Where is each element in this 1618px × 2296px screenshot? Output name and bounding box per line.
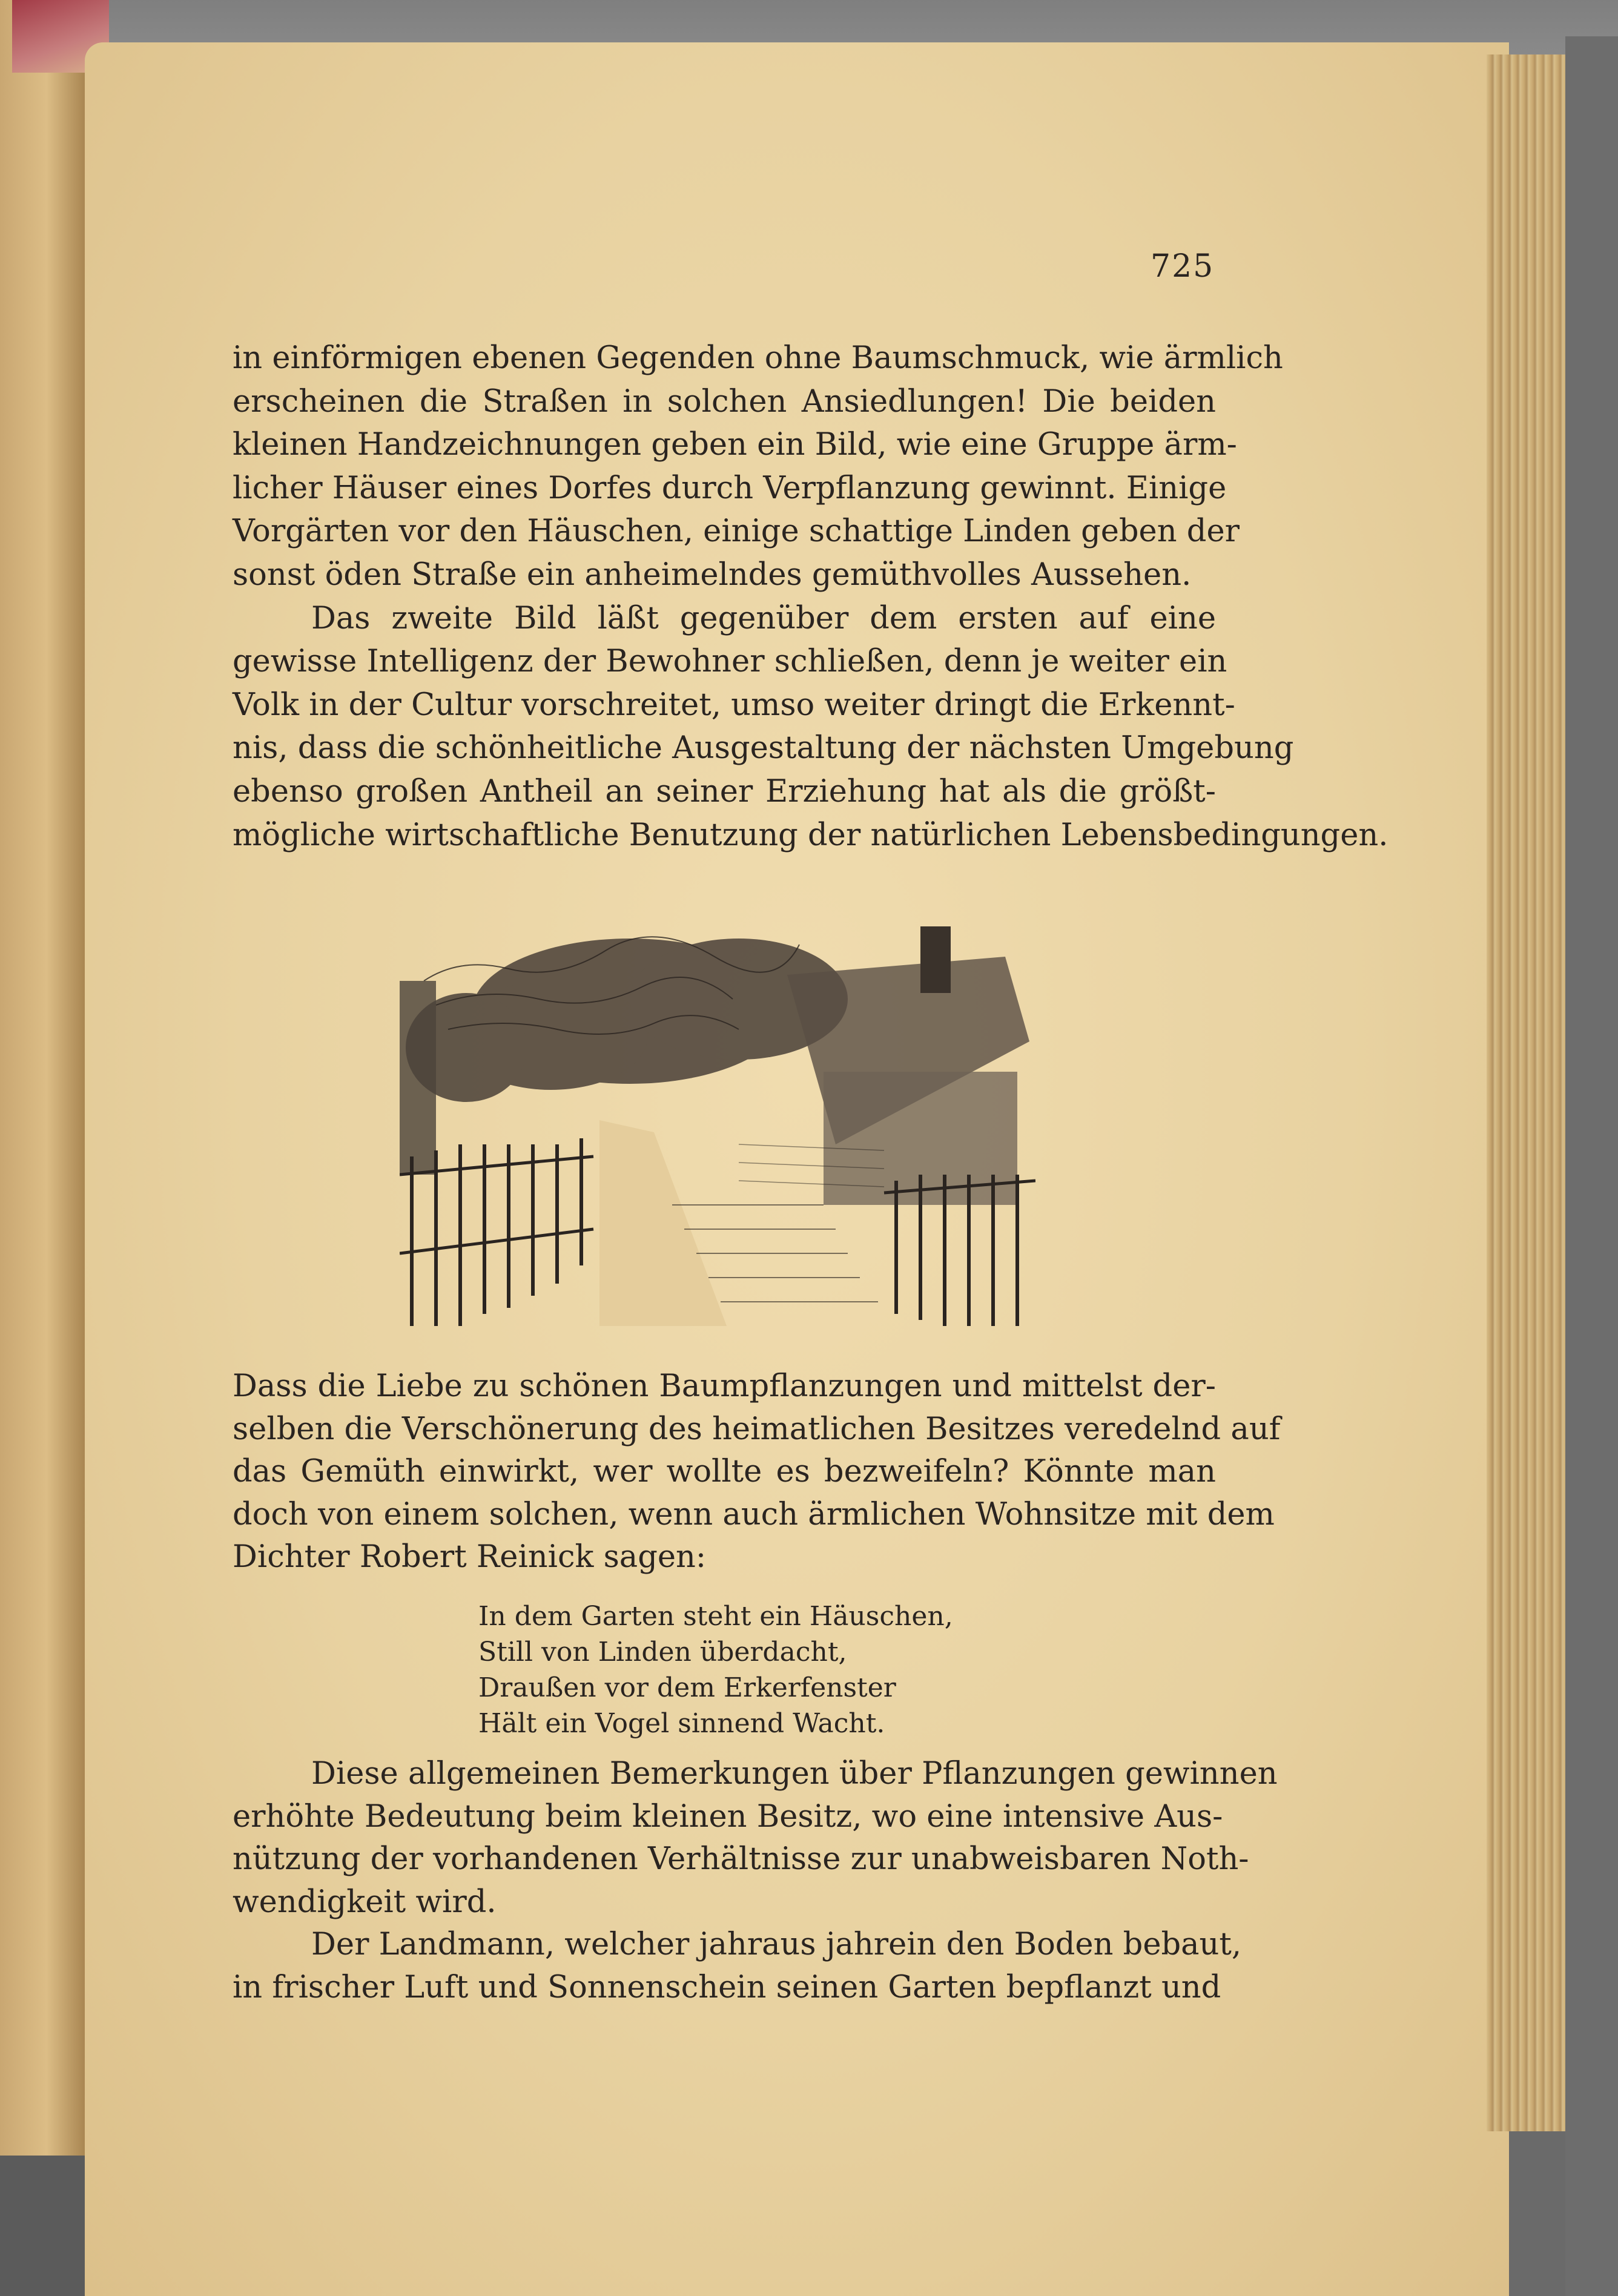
village-street-illustration — [400, 890, 1035, 1326]
text-line: Das zweite Bild läßt gegenüber dem ersten auf eine — [311, 600, 1216, 636]
text-line: mögliche wirtschaftliche Benutzung der natürlichen Lebensbedingungen. — [233, 817, 1389, 853]
poem-line: In dem Garten steht ein Häuschen, — [478, 1601, 953, 1632]
paragraph-3 — [233, 1753, 1278, 2009]
text-line: doch von einem solchen, wenn auch ärmlichen Wohnsitze mit dem — [233, 1496, 1275, 1532]
left-page-edge — [0, 0, 85, 2296]
text-line: Dichter Robert Reinick sagen: — [233, 1539, 707, 1575]
text-line: Vorgärten vor den Häuschen, einige schattige Linden geben der — [233, 513, 1240, 550]
page-number: 725 — [1151, 248, 1215, 285]
poem-line: Hält ein Vogel sinnend Wacht. — [478, 1708, 885, 1739]
text-line: Der Landmann, welcher jahraus jahrein den Boden bebaut, — [311, 1927, 1242, 1962]
text-line: erscheinen die Straßen in solchen Ansiedlungen! Die beiden — [233, 383, 1216, 420]
text-line: Dass die Liebe zu schönen Baumpflanzungen und mittelst der- — [233, 1368, 1216, 1404]
text-line: kleinen Handzeichnungen geben ein Bild, wie eine Gruppe ärm- — [233, 427, 1237, 463]
paragraph-1 — [233, 337, 1389, 857]
text-line: ebenso großen Antheil an seiner Erziehung hat als die größt- — [233, 773, 1216, 810]
text-line: Diese allgemeinen Bemerkungen über Pflanzungen gewinnen — [311, 1756, 1278, 1792]
text-line: wendigkeit wird. — [233, 1884, 497, 1920]
text-line: selben die Verschönerung des heimatlichen Besitzes veredelnd auf — [233, 1411, 1281, 1447]
text-line: licher Häuser eines Dorfes durch Verpflanzung gewinnt. Einige — [233, 470, 1227, 506]
page-stack-edge — [1487, 54, 1565, 2131]
text-line: nis, dass die schönheitliche Ausgestaltung der nächsten Umgebung — [233, 730, 1294, 767]
text-line: sonst öden Straße ein anheimelndes gemüthvolles Aussehen. — [233, 556, 1192, 593]
right-cover-edge — [1565, 36, 1618, 2296]
left-cover-bottom — [0, 2156, 91, 2296]
text-line: gewisse Intelligenz der Bewohner schließen, denn je weiter ein — [233, 644, 1227, 680]
poem-line: Still von Linden überdacht, — [478, 1637, 847, 1668]
poem-line: Draußen vor dem Erkerfenster — [478, 1672, 896, 1703]
text-line: das Gemüth einwirkt, wer wollte es bezweifeln? Könnte man — [233, 1454, 1216, 1489]
text-line: Volk in der Cultur vorschreitet, umso weiter dringt die Erkennt- — [233, 687, 1235, 723]
text-line: in frischer Luft und Sonnenschein seinen Garten bepflanzt und — [233, 1969, 1221, 2005]
poem-quote — [478, 1598, 1023, 1741]
paragraph-2 — [233, 1365, 1281, 1579]
text-line: nützung der vorhandenen Verhältnisse zur unabweisbaren Noth- — [233, 1841, 1249, 1877]
text-line: in einförmigen ebenen Gegenden ohne Baumschmuck, wie ärmlich — [233, 340, 1283, 376]
text-line: erhöhte Bedeutung beim kleinen Besitz, wo eine intensive Aus- — [233, 1798, 1223, 1835]
